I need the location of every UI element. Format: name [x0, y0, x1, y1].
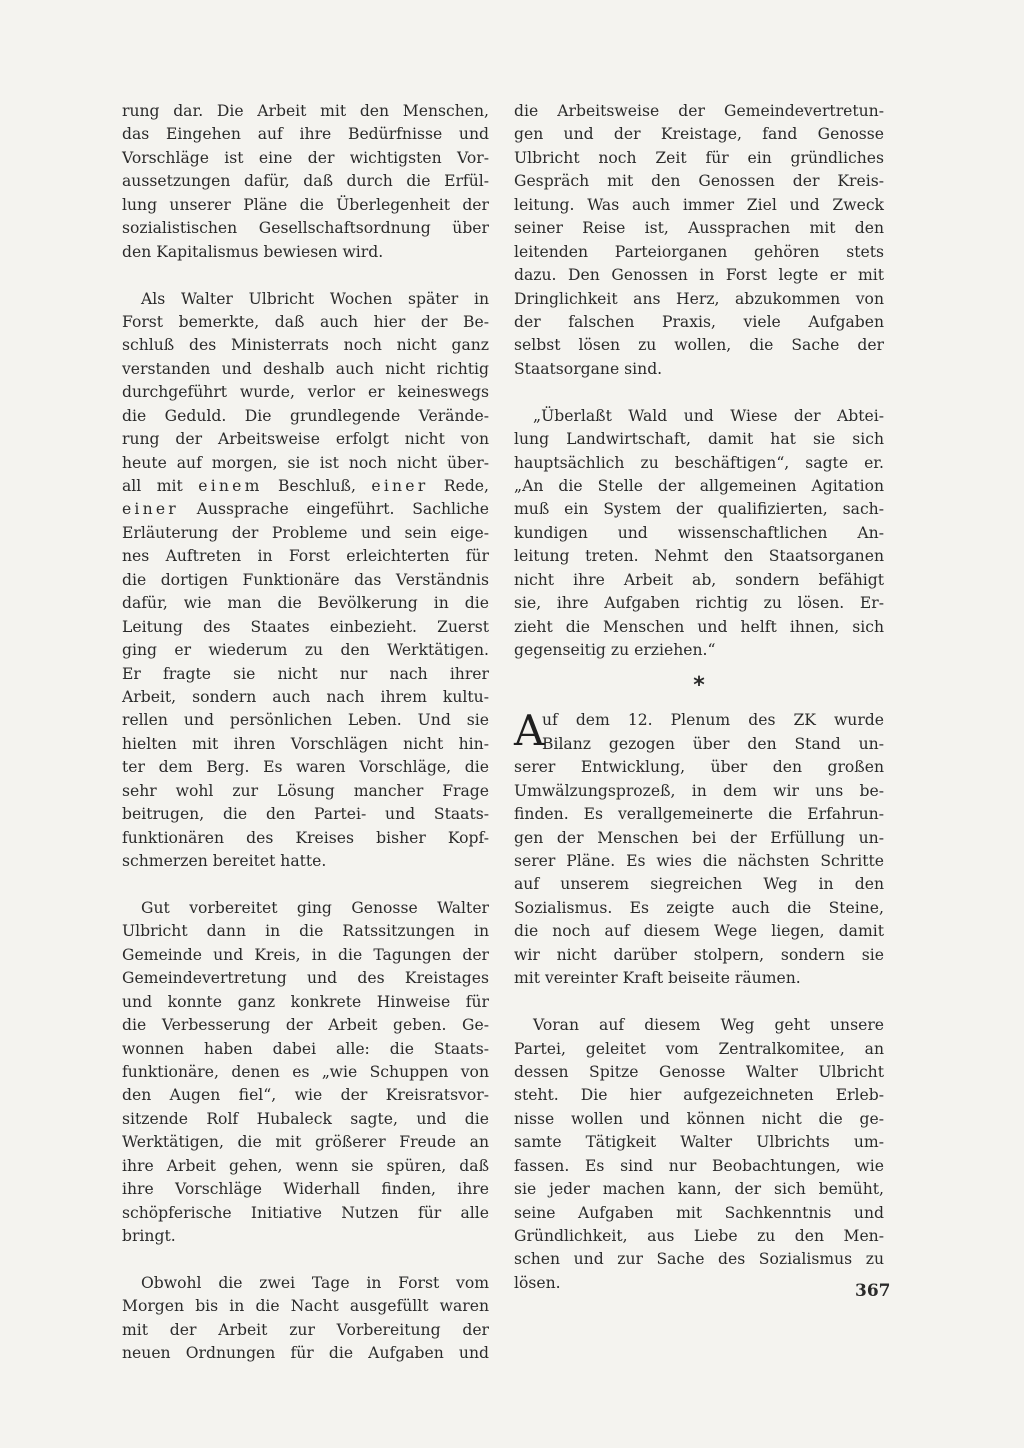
- paragraph-continuation: [122, 100, 489, 264]
- text-line: hauptsächlich zu beschäftigen“, sagte er.: [514, 453, 884, 472]
- text-line: selbst lösen zu wollen, die Sache der: [514, 336, 884, 355]
- text-line: schluß des Ministerrats noch nicht ganz: [122, 336, 489, 355]
- text-line: beitrugen, die den Partei- und Staats-: [122, 805, 489, 824]
- text-line: serer Pläne. Es wies die nächsten Schritte: [514, 852, 884, 871]
- text-line: die Geduld. Die grundlegende Verände-: [122, 406, 489, 425]
- text-line: Werktätigen, die mit größerer Freude an: [122, 1133, 489, 1152]
- text-line: Gründlichkeit, aus Liebe zu den Men-: [514, 1227, 884, 1246]
- text-fragment: Rede,: [443, 477, 489, 495]
- text-line: rung dar. Die Arbeit mit den Menschen,: [122, 102, 489, 120]
- paragraph-obwohl: [122, 1272, 489, 1366]
- text-line: gen der Menschen bei der Erfüllung un-: [514, 828, 884, 847]
- text-line: leitung. Was auch immer Ziel und Zweck: [514, 195, 884, 214]
- text-line: der falschen Praxis, viele Aufgaben: [514, 312, 884, 331]
- spaced-emphasis: einer: [122, 500, 179, 519]
- text-line: Sozialismus. Es zeigte auch die Steine,: [514, 898, 884, 917]
- text-line: Ulbricht noch Zeit für ein gründliches: [514, 148, 884, 167]
- text-line: serer Entwicklung, über den großen: [514, 758, 884, 777]
- text-line: dazu. Den Genossen in Forst legte er mit: [514, 266, 884, 285]
- text-line: Er fragte sie nicht nur nach ihrer: [122, 664, 489, 683]
- text-line: rellen und persönlichen Leben. Und sie: [122, 711, 489, 730]
- text-line: Forst bemerkte, daß auch hier der Be-: [122, 312, 489, 331]
- text-line: [122, 498, 489, 521]
- text-line: das Eingehen auf ihre Bedürfnisse und: [122, 125, 489, 144]
- text-line: Gemeindevertretung und des Kreistages: [122, 969, 489, 988]
- text-line: hielten mit ihren Vorschlägen nicht hin-: [122, 734, 489, 753]
- text-line: sie jeder machen kann, der sich bemüht,: [514, 1180, 884, 1199]
- text-line: schmerzen bereitet hatte.: [122, 852, 327, 870]
- text-line: mit vereinter Kraft beiseite räumen.: [514, 969, 801, 988]
- text-line: schen und zur Sache des Sozialismus zu: [514, 1250, 884, 1269]
- text-line: seiner Reise ist, Aussprachen mit den: [514, 219, 884, 238]
- paragraph-ratssitzungen: [122, 897, 489, 1249]
- text-line: den Kapitalismus bewiesen wird.: [122, 242, 384, 261]
- text-line: ihre Vorschläge Widerhall finden, ihre: [122, 1180, 489, 1199]
- text-line: Gemeinde und Kreis, in die Tagungen der: [122, 945, 489, 964]
- text-line: Vorschläge ist eine der wichtigsten Vor-: [122, 148, 489, 167]
- text-line: wonnen haben dabei alle: die Staats-: [122, 1039, 489, 1058]
- text-line: die Verbesserung der Arbeit geben. Ge-: [122, 1016, 489, 1035]
- text-line: Obwohl die zwei Tage in Forst vom: [141, 1273, 489, 1292]
- drop-cap: A: [514, 706, 545, 756]
- text-fragment: Aussprache eingeführt. Sachliche: [196, 500, 489, 519]
- text-line: schöpferische Initiative Nutzen für alle: [122, 1203, 489, 1222]
- paragraph-quote: [514, 405, 884, 663]
- text-line: und konnte ganz konkrete Hinweise für: [122, 992, 489, 1011]
- text-line: zieht die Menschen und helft ihnen, sich: [514, 617, 884, 636]
- text-line: leitung treten. Nehmt den Staatsorganen: [514, 547, 884, 566]
- text-line: den Augen fiel“, wie der Kreisratsvor-: [122, 1086, 489, 1105]
- paragraph-forst: [122, 288, 489, 874]
- text-line: aussetzungen dafür, daß durch die Erfül-: [122, 172, 489, 191]
- text-line: Als Walter Ulbricht Wochen später in: [141, 289, 489, 308]
- text-line: muß ein System der qualifizierten, sach-: [514, 500, 884, 519]
- text-line: „Überlaßt Wald und Wiese der Abtei-: [533, 406, 884, 425]
- text-line: die noch auf diesem Wege liegen, damit: [514, 922, 884, 941]
- text-line: gegenseitig zu erziehen.“: [514, 641, 716, 660]
- text-line: ter dem Berg. Es waren Vorschläge, die: [122, 758, 489, 777]
- text-line: Partei, geleitet vom Zentralkomitee, an: [514, 1039, 884, 1058]
- text-line: lösen.: [514, 1273, 561, 1292]
- text-line: gen und der Kreistage, fand Genosse: [514, 125, 884, 144]
- text-line: seine Aufgaben mit Sachkenntnis und: [514, 1203, 884, 1222]
- text-line: Dringlichkeit ans Herz, abzukommen von: [514, 289, 884, 308]
- text-line: heute auf morgen, sie ist noch nicht über-: [122, 453, 489, 472]
- paragraph-plenum: [514, 706, 884, 990]
- text-line: Gespräch mit den Genossen der Kreis-: [514, 172, 884, 191]
- page-number: 367: [855, 1281, 891, 1301]
- text-line: fassen. Es sind nur Beobachtungen, wie: [514, 1156, 884, 1175]
- text-line: kundigen und wissenschaftlichen An-: [514, 523, 884, 542]
- text-line: „An die Stelle der allgemeinen Agitation: [514, 477, 884, 495]
- paragraph-kreisleitung: [514, 100, 884, 381]
- section-separator: *: [693, 672, 705, 698]
- text-line: Leitung des Staates einbezieht. Zuerst: [122, 617, 489, 636]
- text-line: funktionären des Kreises bisher Kopf-: [122, 828, 489, 847]
- text-line: sitzende Rolf Hubaleck sagte, und die: [122, 1109, 489, 1128]
- text-line: dafür, wie man die Bevölkerung in die: [122, 594, 489, 613]
- text-line: Erläuterung der Probleme und sein eige-: [122, 523, 489, 542]
- text-line: verstanden und deshalb auch nicht richtig: [122, 359, 489, 378]
- text-line: Gut vorbereitet ging Genosse Walter: [141, 898, 489, 917]
- text-line: mit der Arbeit zur Vorbereitung der: [122, 1320, 489, 1339]
- text-line: nisse wollen und können nicht die ge-: [514, 1109, 884, 1128]
- text-line: auf unserem siegreichen Weg in den: [514, 875, 884, 894]
- text-line: bringt.: [122, 1227, 176, 1245]
- text-line: Morgen bis in die Nacht ausgefüllt waren: [122, 1297, 489, 1316]
- text-line: leitenden Parteiorganen gehören stets: [514, 242, 884, 261]
- text-line: ging er wiederum zu den Werktätigen.: [122, 641, 489, 660]
- text-line: sehr wohl zur Lösung mancher Frage: [122, 781, 489, 800]
- text-line: dessen Spitze Genosse Walter Ulbricht: [514, 1062, 884, 1081]
- text-line: finden. Es verallgemeinerte die Erfahrun-: [514, 805, 884, 824]
- text-line: Bilanz gezogen über den Stand un-: [542, 734, 884, 753]
- paragraph-voran: [514, 1014, 884, 1295]
- text-line: nes Auftreten in Forst erleichterten für: [122, 547, 489, 566]
- text-line: die dortigen Funktionäre das Verständnis: [122, 570, 489, 589]
- text-line: neuen Ordnungen für die Aufgaben und: [122, 1344, 489, 1363]
- text-line: [122, 475, 489, 498]
- text-line: Umwälzungsprozeß, in dem wir uns be-: [514, 781, 884, 800]
- text-line: rung der Arbeitsweise erfolgt nicht von: [122, 430, 489, 449]
- text-line: Ulbricht dann in die Ratssitzungen in: [122, 922, 489, 941]
- spaced-emphasis: einem: [198, 477, 263, 495]
- text-line: funktionäre, denen es „wie Schuppen von: [122, 1062, 489, 1081]
- left-text-column: [122, 100, 489, 1366]
- text-line: nicht ihre Arbeit ab, sondern befähigt: [514, 570, 884, 589]
- text-fragment: Beschluß,: [278, 477, 356, 495]
- text-line: Arbeit, sondern auch nach ihrem kultu-: [122, 687, 489, 706]
- text-line: samte Tätigkeit Walter Ulbrichts um-: [514, 1133, 884, 1152]
- text-line: durchgeführt wurde, verlor er keineswegs: [122, 383, 489, 402]
- text-line: die Arbeitsweise der Gemeindevertretun-: [514, 102, 884, 120]
- right-text-column: [514, 100, 884, 1295]
- text-line: ihre Arbeit gehen, wenn sie spüren, daß: [122, 1156, 489, 1175]
- text-line: sozialistischen Gesellschaftsordnung über: [122, 219, 489, 238]
- text-line: lung unserer Pläne die Überlegenheit der: [122, 195, 489, 214]
- text-line: uf dem 12. Plenum des ZK wurde: [542, 711, 884, 730]
- text-line: Voran auf diesem Weg geht unsere: [533, 1016, 884, 1035]
- spaced-emphasis: einer: [371, 477, 429, 495]
- text-fragment: all mit: [122, 477, 183, 495]
- text-line: steht. Die hier aufgezeichneten Erleb-: [514, 1086, 884, 1105]
- text-line: wir nicht darüber stolpern, sondern sie: [514, 945, 884, 964]
- text-line: sie, ihre Aufgaben richtig zu lösen. Er-: [514, 594, 884, 613]
- text-line: lung Landwirtschaft, damit hat sie sich: [514, 430, 884, 449]
- text-line: Staatsorgane sind.: [514, 359, 663, 378]
